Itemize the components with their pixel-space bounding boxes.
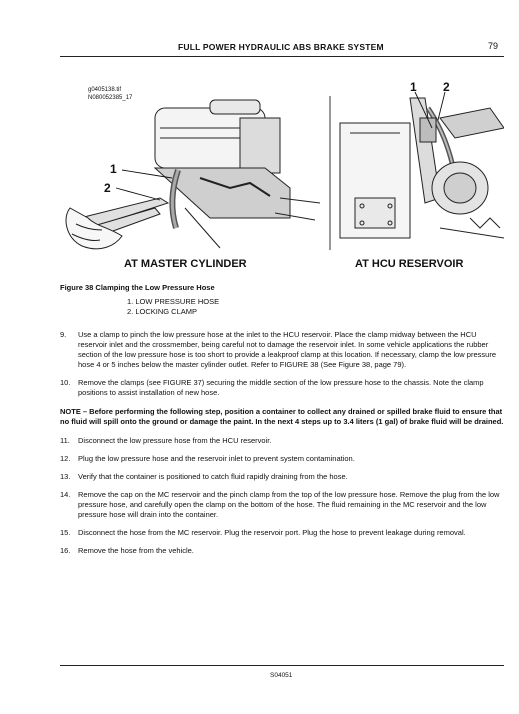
header-title: FULL POWER HYDRAULIC ABS BRAKE SYSTEM	[178, 42, 384, 52]
step-15	[60, 528, 504, 538]
step-12	[60, 454, 504, 464]
right-callout-1: 1	[410, 80, 417, 94]
left-callout-1: 1	[110, 162, 117, 176]
step-10	[60, 378, 504, 398]
step-number: 12.	[60, 453, 71, 463]
step-16	[60, 546, 504, 556]
left-callout-2: 2	[104, 181, 111, 195]
ref-id: N080052385_17	[88, 95, 133, 101]
figure-file-id	[88, 86, 132, 102]
procedure-steps	[60, 330, 504, 565]
figure-illustration	[60, 78, 504, 278]
step-9	[60, 330, 504, 370]
file-id: g0405138.tif	[88, 87, 122, 93]
master-cylinder-drawing	[66, 100, 320, 249]
step-number: 14.	[60, 490, 71, 500]
step-14	[60, 490, 504, 520]
step-number: 10.	[60, 378, 71, 388]
figure-caption: Figure 38 Clamping the Low Pressure Hose	[60, 283, 215, 292]
hcu-reservoir-drawing	[340, 98, 504, 238]
caption-hcu-reservoir: AT HCU RESERVOIR	[355, 258, 464, 270]
right-callout-2: 2	[443, 80, 450, 94]
step-number: 9.	[60, 330, 67, 339]
step-number: 16.	[60, 546, 71, 556]
page-footer	[60, 665, 504, 679]
step-text: Verify that the container is positioned to catch fluid rapidly draining from the hose.	[78, 471, 348, 481]
note-warning: NOTE – Before performing the following step, position a container to collect any drained or spilled brake fluid to ensure that no fluid will spill onto the ground or damage the paint. In the next 4 steps up to 3.4 liters (1 gal) of brake fluid will be drained.	[60, 406, 504, 426]
legend-item: 1. LOW PRESSURE HOSE	[127, 297, 220, 306]
step-text: Remove the clamps (see FIGURE 37) securing the middle section of the low pressure hose to the chassis. Note the clamp positions to assist installation of new hose.	[78, 378, 484, 398]
step-text: Disconnect the low pressure hose from the HCU reservoir.	[78, 435, 272, 445]
page-number: 79	[487, 41, 498, 51]
step-text: Remove the cap on the MC reservoir and the pinch clamp from the top of the low pressure hose. Remove the plug from the low pressure hose, and carefully open the clamp on the bottom of the hose. The fluid remaining in the MC reservoir and the low pressure hose will drain into the container.	[78, 490, 500, 520]
figure-legend	[127, 297, 219, 317]
step-text: Use a clamp to pinch the low pressure hose at the inlet to the HCU reservoir. Place the clamp midway between the HCU reservoir inlet and the crossmember, being careful not to damage the reservoir inlet. In some vehicle applications the rubber section of the low pressure hose is too short to provide a leakproof clamp at this location. If necessary, clamp the low pressure hose 4 or 5 inches below the master cylinder outlet. Refer to FIGURE 38 (See Figure 38, page 79).	[78, 330, 496, 370]
figure-38	[60, 78, 504, 278]
legend-item: 2. LOCKING CLAMP	[127, 307, 198, 316]
step-number: 11.	[60, 435, 70, 445]
step-text: Plug the low pressure hose and the reservoir inlet to prevent system contamination.	[78, 453, 355, 463]
step-11	[60, 436, 504, 446]
footer-code: S04051	[270, 672, 293, 679]
caption-master-cylinder: AT MASTER CYLINDER	[124, 258, 247, 270]
step-13	[60, 472, 504, 482]
step-number: 15.	[60, 528, 71, 538]
page-header	[60, 42, 504, 57]
step-number: 13.	[60, 471, 71, 481]
step-text: Disconnect the hose from the MC reservoir. Plug the reservoir port. Plug the hose to prevent leakage during removal.	[78, 528, 466, 538]
step-text: Remove the hose from the vehicle.	[78, 546, 194, 556]
